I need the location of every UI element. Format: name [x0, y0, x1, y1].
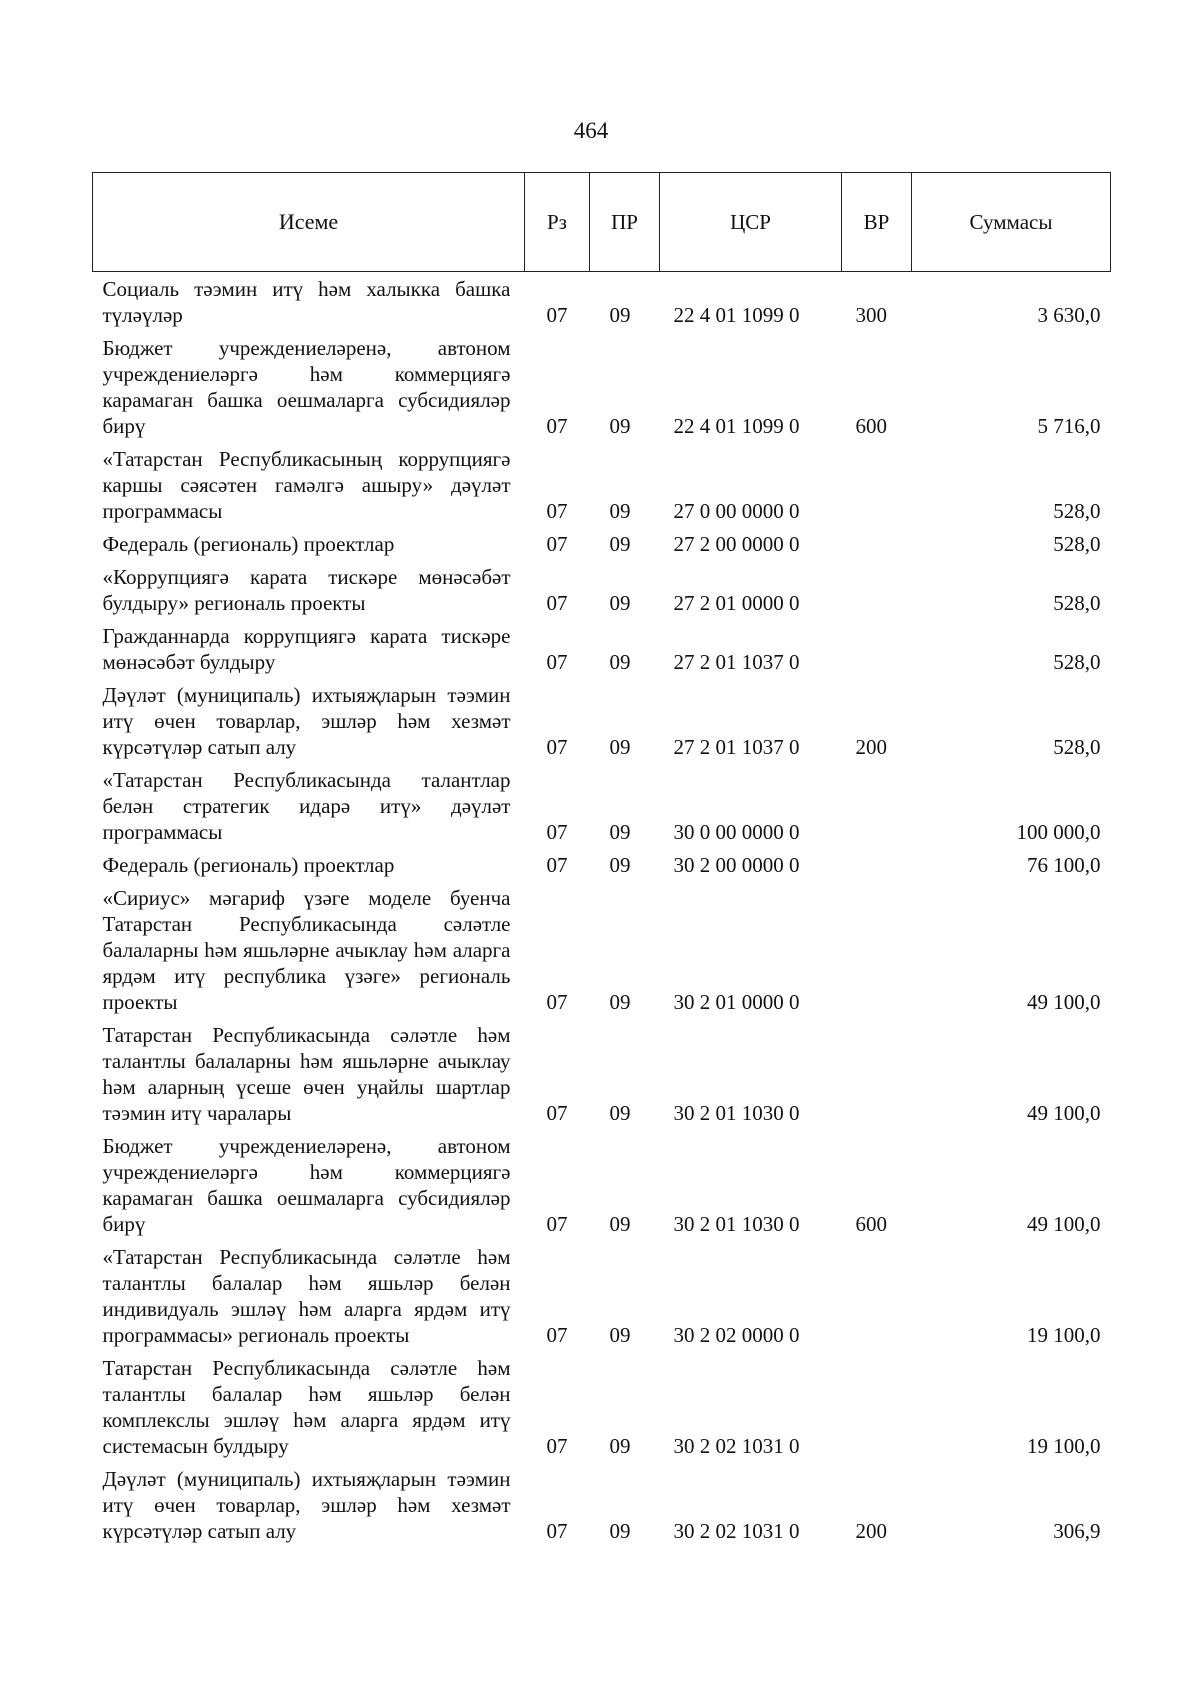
cell-vr	[842, 1240, 912, 1351]
cell-pr: 09	[609, 1519, 631, 1543]
cell-name: Татарстан Республикасында сәләтле һәм талантлы балаларны һәм яшьләрне ачыклау һәм аларның үсеше өчен уңайлы шартлар тәэмин итү чаралары	[102, 1023, 511, 1125]
cell-name: Гражданнарда коррупциягә карата тискәре мөнәсәбәт булдыру	[102, 624, 511, 674]
cell-csr: 30 2 01 0000 0	[673, 990, 800, 1014]
cell-rz: 07	[546, 650, 568, 674]
table-row	[93, 619, 1111, 678]
cell-vr	[842, 881, 912, 1018]
cell-vr: 600	[855, 414, 887, 438]
cell-sum: 528,0	[1053, 735, 1101, 759]
cell-csr: 27 2 01 1037 0	[673, 650, 800, 674]
cell-sum: 49 100,0	[1027, 990, 1101, 1014]
cell-sum: 528,0	[1053, 499, 1101, 523]
cell-pr: 09	[609, 853, 631, 877]
cell-sum: 528,0	[1053, 532, 1101, 556]
cell-name: Татарстан Республикасында сәләтле һәм талантлы балалар һәм яшьләр белән комплекслы эшләү һәм аларга ярдәм итү системасын булдыру	[102, 1356, 511, 1458]
cell-pr: 09	[609, 499, 631, 523]
cell-vr	[842, 848, 912, 881]
cell-csr: 22 4 01 1099 0	[673, 414, 800, 438]
cell-rz: 07	[546, 1212, 568, 1236]
cell-pr: 09	[609, 1323, 631, 1347]
cell-sum: 76 100,0	[1027, 853, 1101, 877]
cell-vr	[842, 560, 912, 619]
budget-table	[92, 172, 1111, 1547]
cell-name: Дәүләт (муниципаль) ихтыяҗларын тәэмин итү өчен товарлар, эшләр һәм хезмәт күрсәтүләр сатып алу	[102, 1467, 511, 1543]
header-name: Исеме	[93, 173, 525, 272]
cell-rz: 07	[546, 820, 568, 844]
cell-csr: 27 0 00 0000 0	[673, 499, 800, 523]
cell-vr	[842, 442, 912, 527]
cell-sum: 306,9	[1053, 1519, 1101, 1543]
cell-rz: 07	[546, 414, 568, 438]
cell-name: «Татарстан Республикасында талантлар белән стратегик идарә итү» дәүләт программасы	[102, 768, 511, 844]
cell-pr: 09	[609, 414, 631, 438]
cell-csr: 30 2 02 1031 0	[673, 1434, 800, 1458]
table-row	[93, 1462, 1111, 1547]
cell-csr: 30 2 02 1031 0	[673, 1519, 800, 1543]
cell-sum: 19 100,0	[1027, 1434, 1101, 1458]
cell-name: Дәүләт (муниципаль) ихтыяҗларын тәэмин итү өчен товарлар, эшләр һәм хезмәт күрсәтүләр сатып алу	[102, 683, 511, 759]
cell-pr: 09	[609, 532, 631, 556]
cell-sum: 528,0	[1053, 650, 1101, 674]
cell-name: Федераль (региональ) проектлар	[102, 532, 395, 556]
table-row	[93, 1129, 1111, 1240]
table-body	[93, 272, 1111, 1548]
cell-sum: 528,0	[1053, 591, 1101, 615]
cell-rz: 07	[546, 303, 568, 327]
cell-pr: 09	[609, 591, 631, 615]
cell-name: «Татарстан Республикасында сәләтле һәм талантлы балалар һәм яшьләр белән индивидуаль эшләү һәм аларга ярдәм итү программасы» региональ проекты	[102, 1245, 511, 1347]
cell-name: «Коррупциягә карата тискәре мөнәсәбәт булдыру» региональ проекты	[102, 565, 511, 615]
cell-pr: 09	[609, 1101, 631, 1125]
cell-csr: 22 4 01 1099 0	[673, 303, 800, 327]
table-row	[93, 560, 1111, 619]
cell-vr: 600	[855, 1212, 887, 1236]
cell-vr	[842, 619, 912, 678]
cell-sum: 100 000,0	[1016, 820, 1101, 844]
cell-rz: 07	[546, 735, 568, 759]
cell-pr: 09	[609, 650, 631, 674]
cell-vr	[842, 1018, 912, 1129]
cell-sum: 49 100,0	[1027, 1212, 1101, 1236]
cell-rz: 07	[546, 1323, 568, 1347]
table-row	[93, 763, 1111, 848]
cell-rz: 07	[546, 499, 568, 523]
cell-pr: 09	[609, 820, 631, 844]
cell-rz: 07	[546, 532, 568, 556]
cell-rz: 07	[546, 853, 568, 877]
header-pr: ПР	[590, 173, 660, 272]
cell-csr: 30 2 02 0000 0	[673, 1323, 800, 1347]
cell-vr: 200	[855, 735, 887, 759]
cell-sum: 19 100,0	[1027, 1323, 1101, 1347]
table-row	[93, 881, 1111, 1018]
cell-pr: 09	[609, 1434, 631, 1458]
cell-rz: 07	[546, 1434, 568, 1458]
cell-csr: 27 2 01 0000 0	[673, 591, 800, 615]
cell-csr: 27 2 01 1037 0	[673, 735, 800, 759]
cell-sum: 3 630,0	[1037, 303, 1101, 327]
header-vr: ВР	[842, 173, 912, 272]
table-row	[93, 272, 1111, 332]
table-header	[93, 173, 1111, 272]
cell-sum: 5 716,0	[1037, 414, 1101, 438]
cell-name: Федераль (региональ) проектлар	[102, 853, 395, 877]
table-row	[93, 1240, 1111, 1351]
cell-name: Социаль тәэмин итү һәм халыкка башка түләүләр	[102, 277, 511, 327]
cell-name: «Сириус» мәгариф үзәге моделе буенча Татарстан Республикасында сәләтле балаларны һәм яшьләрне ачыклау һәм аларга ярдәм итү республика үзәге» региональ проекты	[102, 886, 511, 1014]
cell-pr: 09	[609, 735, 631, 759]
cell-rz: 07	[546, 990, 568, 1014]
table-row	[93, 442, 1111, 527]
cell-csr: 27 2 00 0000 0	[673, 532, 800, 556]
cell-vr: 200	[855, 1519, 887, 1543]
cell-rz: 07	[546, 1101, 568, 1125]
table-row	[93, 331, 1111, 442]
header-rz: Рз	[525, 173, 590, 272]
page-number: 464	[573, 118, 609, 143]
cell-name: «Татарстан Республикасының коррупциягә каршы сәясәтен гамәлгә ашыру» дәүләт программасы	[102, 447, 511, 523]
table-row	[93, 848, 1111, 881]
header-sum: Суммасы	[912, 173, 1111, 272]
cell-pr: 09	[609, 990, 631, 1014]
cell-vr	[842, 527, 912, 560]
cell-pr: 09	[609, 1212, 631, 1236]
cell-rz: 07	[546, 591, 568, 615]
cell-sum: 49 100,0	[1027, 1101, 1101, 1125]
cell-vr	[842, 763, 912, 848]
cell-csr: 30 2 00 0000 0	[673, 853, 800, 877]
table-row	[93, 1018, 1111, 1129]
cell-rz: 07	[546, 1519, 568, 1543]
header-csr: ЦСР	[660, 173, 842, 272]
cell-pr: 09	[609, 303, 631, 327]
cell-csr: 30 2 01 1030 0	[673, 1101, 800, 1125]
cell-name: Бюджет учреждениеләренә, автоном учреждениеләргә һәм коммерциягә карамаган башка оешмаларга субсидияләр бирү	[102, 336, 511, 438]
cell-vr: 300	[855, 303, 887, 327]
cell-csr: 30 0 00 0000 0	[673, 820, 800, 844]
cell-csr: 30 2 01 1030 0	[673, 1212, 800, 1236]
cell-vr	[842, 1351, 912, 1462]
cell-name: Бюджет учреждениеләренә, автоном учреждениеләргә һәм коммерциягә карамаган башка оешмаларга субсидияләр бирү	[102, 1134, 511, 1236]
table-row	[93, 527, 1111, 560]
table-row	[93, 678, 1111, 763]
table-row	[93, 1351, 1111, 1462]
